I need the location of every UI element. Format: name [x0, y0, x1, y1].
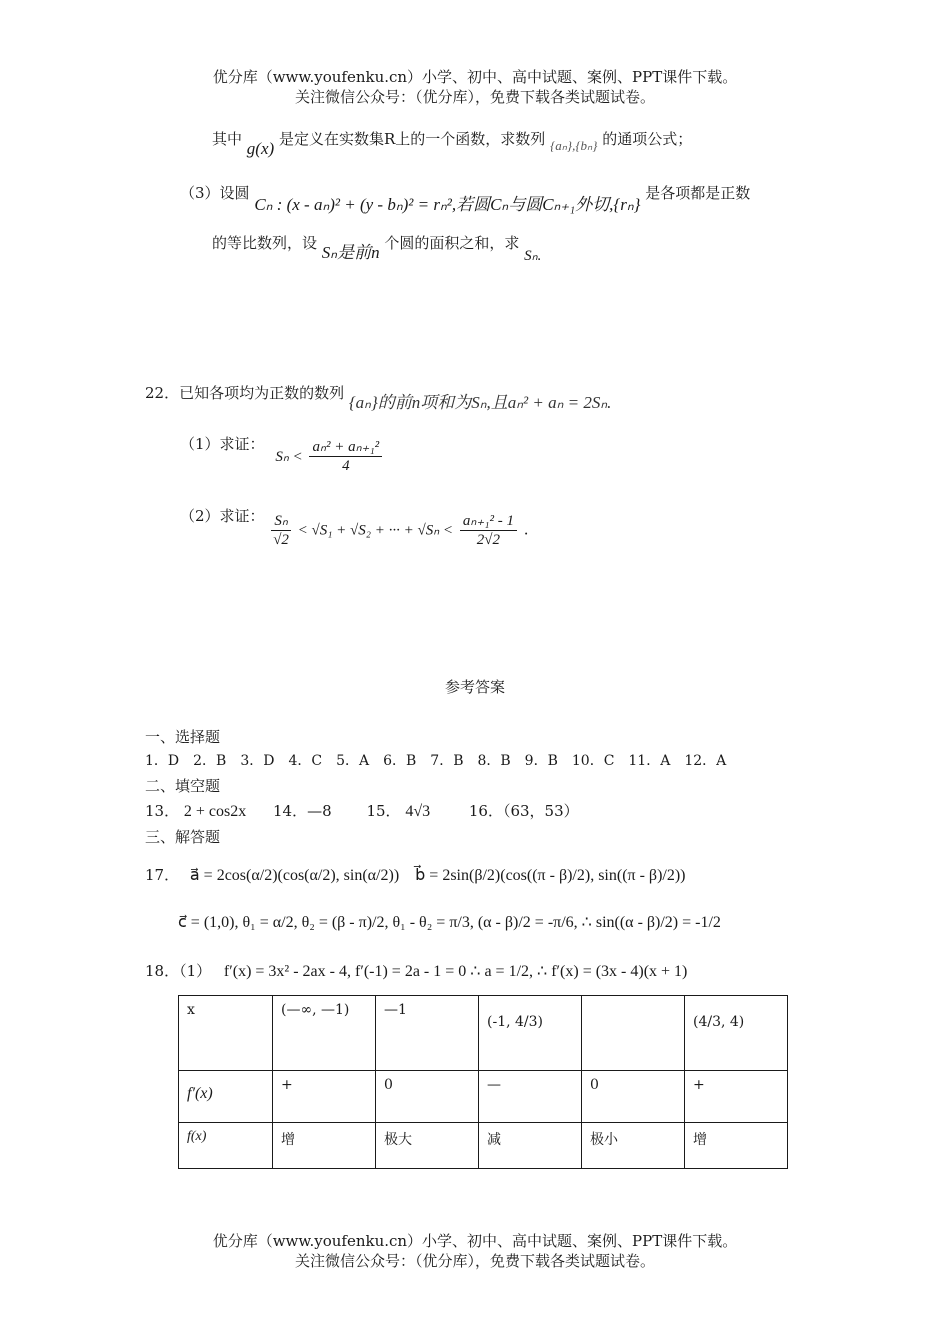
q17-line1: [145, 862, 686, 885]
q21-p3-post: 是各项都是正数: [645, 184, 751, 202]
q22-p1-label: （1）求证：: [180, 434, 265, 453]
g-function: g(x): [246, 139, 275, 158]
footer-line-2: 关注微信公众号：（优分库），免费下载各类试题试卷。: [294, 1252, 655, 1270]
q22-p2-num1: Sₙ: [271, 512, 290, 531]
table-cell: +: [273, 1071, 376, 1123]
q21-p3-l2-formula: Sₙ是前n: [321, 243, 380, 262]
table-cell: [582, 996, 685, 1071]
q21-p3-l2-pre: 的等比数列，设: [212, 234, 318, 252]
table-cell: (4/3, 4): [685, 996, 788, 1071]
table-cell: 增: [273, 1123, 376, 1169]
q22-label: 22．已知各项均为正数的数列: [145, 384, 345, 402]
q21-part3-line2: [212, 228, 542, 264]
section-choice: 一、选择题: [145, 728, 221, 746]
q21-cont-pre: 其中: [212, 130, 243, 148]
fill-answers: [145, 800, 579, 821]
q22-p2-fraction-left: [271, 512, 290, 549]
q22-p2-mid: < √S₁ + √S₂ + ··· + √Sₙ <: [297, 522, 454, 539]
multiple-choice-answers: 1．D 2．B 3．D 4．C 5．A 6．B 7．B 8．B 9．B 10．C 11．A 12．A: [145, 753, 727, 769]
q17-formula1: a⃗ = 2cos(α/2)(cos(α/2), sin(α/2)) b⃗ = 2sin(β/2)(cos((π - β)/2), sin((π - β)/2)): [189, 867, 686, 884]
table-cell: (—∞, —1): [273, 996, 376, 1071]
q18-label: 18．（1）: [145, 962, 212, 980]
q22-p1-fraction: [309, 438, 382, 475]
q21-sequences: {aₙ},{bₙ}: [550, 138, 598, 153]
q21-cont-post: 的通项公式；: [602, 130, 693, 148]
q17-line2: [178, 912, 721, 932]
table-row-x: [179, 996, 788, 1071]
fill15-label: 15．: [366, 802, 401, 820]
table-cell: 0: [376, 1071, 479, 1123]
header-line-1: 优分库（www.youfenku.cn）小学、初中、高中试题、案例、PPT课件下载。: [212, 68, 738, 86]
q22-formula: {aₙ}的前n项和为Sₙ,且aₙ² + aₙ = 2Sₙ.: [348, 393, 612, 412]
header-line-2: 关注微信公众号：（优分库），免费下载各类试题试卷。: [294, 88, 655, 106]
q22-part1: [180, 434, 384, 475]
q21-part3: [180, 178, 751, 214]
q22-p2-den2: 2√2: [476, 532, 501, 548]
table-row-function: [179, 1123, 788, 1169]
q17-formula2: c⃗ = (1,0), θ₁ = α/2, θ₂ = (β - π)/2, θ₁ - θ₂ = π/3, (α - β)/2 = -π/6, ∴ sin((α - β)/2) = -1/2: [178, 914, 721, 931]
table-cell: x: [179, 996, 273, 1071]
fill16: 16．（63，53）: [468, 802, 579, 820]
q21-p3-label: （3）设圆: [180, 184, 250, 202]
q22-p2-den1: √2: [273, 532, 289, 548]
q22-p2-label: （2）求证：: [180, 506, 265, 525]
table-cell: f′(x): [179, 1071, 273, 1123]
q22-p2-num2: aₙ₊₁² - 1: [460, 512, 517, 531]
footer-line-1: 优分库（www.youfenku.cn）小学、初中、高中试题、案例、PPT课件下载。: [212, 1232, 738, 1250]
table-cell: 0: [582, 1071, 685, 1123]
table-cell: f(x): [179, 1123, 273, 1169]
section-solution: 三、解答题: [145, 828, 221, 846]
q22-p1-num: aₙ² + aₙ₊₁²: [309, 438, 382, 457]
fill15-value: 4√3: [405, 803, 431, 820]
table-cell: 增: [685, 1123, 788, 1169]
fill13-value: 2 + cos2x: [183, 803, 247, 820]
q22-part2: [180, 506, 529, 549]
q18-line: [145, 960, 687, 981]
table-cell: +: [685, 1071, 788, 1123]
q22-stem: [145, 378, 612, 412]
q18-formula: f′(x) = 3x² - 2ax - 4, f′(-1) = 2a - 1 = 0 ∴ a = 1/2, ∴ f′(x) = (3x - 4)(x + 1): [223, 963, 688, 980]
table-cell: 极小: [582, 1123, 685, 1169]
table-cell: 极大: [376, 1123, 479, 1169]
q22-p1-den: 4: [342, 458, 350, 474]
table-cell: —1: [376, 996, 479, 1071]
q21-p3-l2-mid: 个圆的面积之和，求: [384, 234, 520, 252]
fill13-label: 13．: [145, 802, 180, 820]
q22-p1-lhs: Sₙ <: [275, 448, 303, 465]
answers-title: 参考答案: [444, 678, 505, 696]
fill14: 14．—8: [273, 802, 332, 820]
q22-p2-fraction-right: [460, 512, 517, 549]
table-cell: —: [479, 1071, 582, 1123]
q22-p2-end: .: [523, 520, 529, 539]
q17-label: 17．: [145, 866, 180, 884]
table-cell: (-1, 4/3): [479, 996, 582, 1071]
section-fill: 二、填空题: [145, 777, 221, 795]
q21-p3-formula: Cₙ : (x - aₙ)² + (y - bₙ)² = rₙ²,若圆Cₙ与圆Cₙ₊₁外切,{rₙ}: [254, 195, 641, 214]
q21-cont-mid: 是定义在实数集R上的一个函数，求数列: [278, 130, 546, 148]
q21-p3-l2-end: Sₙ.: [524, 248, 542, 264]
table-cell: 减: [479, 1123, 582, 1169]
table-row-derivative: [179, 1071, 788, 1123]
q21-continuation: [212, 128, 693, 158]
variation-table: [178, 995, 788, 1169]
